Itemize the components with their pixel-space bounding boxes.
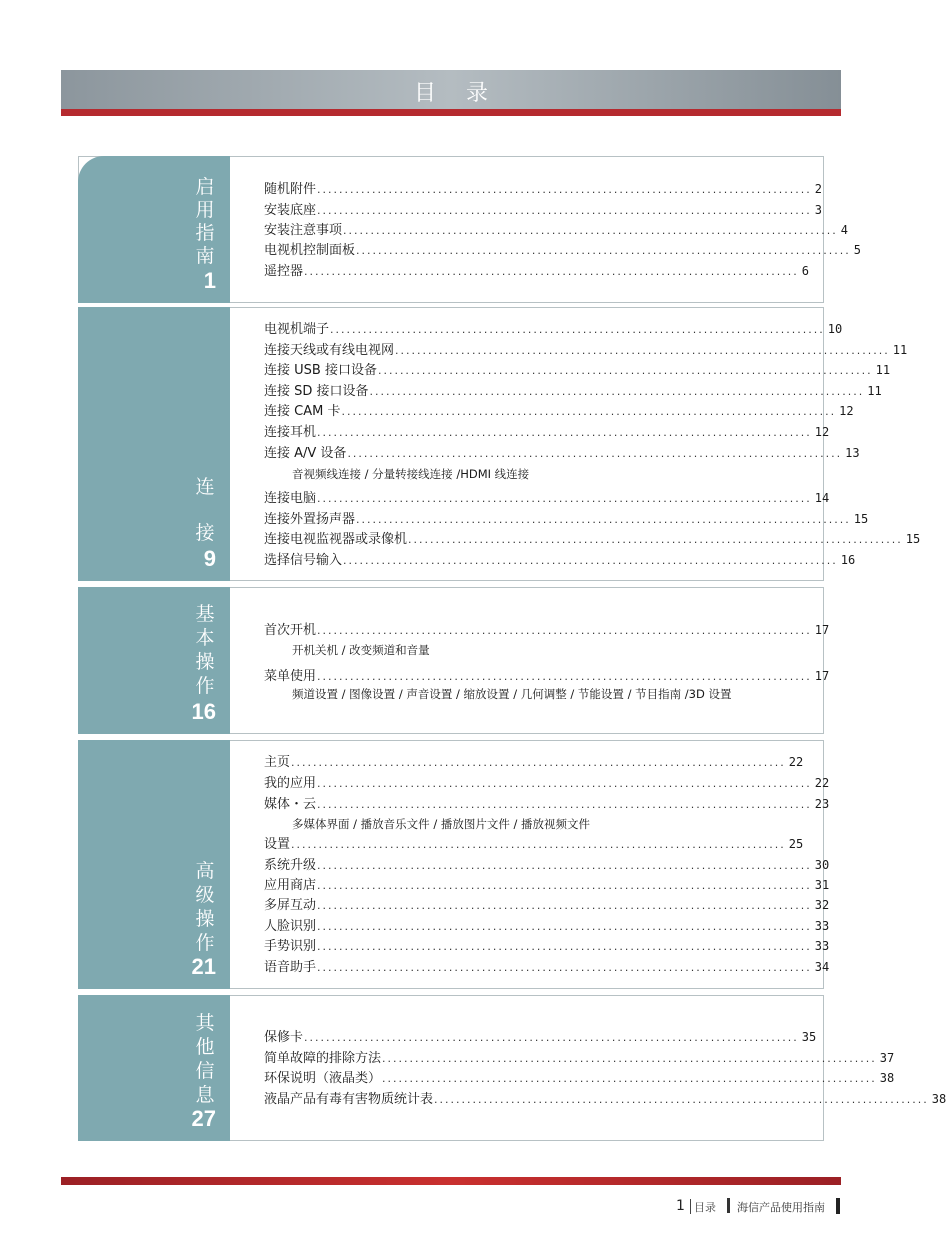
- entry-page: 25: [788, 837, 804, 851]
- leader-dots: ..........................................................................................: [347, 447, 843, 460]
- entry-label: 菜单使用: [264, 669, 317, 684]
- leader-dots: ..........................................................................................: [317, 798, 812, 811]
- header-accent-bar: [61, 109, 841, 116]
- toc-entry[interactable]: [264, 509, 869, 529]
- leader-dots: ..........................................................................................: [317, 879, 812, 892]
- tab-char: 启: [195, 176, 215, 198]
- tab-char: 作: [195, 675, 215, 697]
- toc-entry[interactable]: [264, 855, 830, 875]
- entry-label: 连接 CAM 卡: [264, 404, 341, 419]
- section-tab: [78, 307, 230, 581]
- toc-entry[interactable]: [264, 319, 843, 339]
- toc-entry[interactable]: [264, 957, 830, 977]
- leader-dots: ..........................................................................................: [434, 1093, 929, 1106]
- entry-page: 34: [814, 960, 830, 974]
- section-tab: [78, 587, 230, 734]
- entry-label: 安装底座: [264, 203, 317, 218]
- entry-page: 17: [814, 623, 830, 637]
- footer-accent-bar: [61, 1177, 841, 1185]
- tab-char: 连: [195, 476, 215, 498]
- entry-page: 22: [788, 755, 804, 769]
- leader-dots: ..........................................................................................: [304, 1031, 799, 1044]
- leader-dots: ..........................................................................................: [317, 670, 812, 683]
- section-tab: [78, 740, 230, 989]
- entry-label: 遥控器: [264, 264, 304, 279]
- entry-label: 多屏互动: [264, 898, 317, 913]
- entry-page: 14: [814, 491, 830, 505]
- entry-label: 随机附件: [264, 182, 317, 197]
- entry-page: 6: [801, 264, 809, 278]
- leader-dots: ..........................................................................................: [317, 624, 812, 637]
- leader-dots: ..........................................................................................: [408, 533, 903, 546]
- tab-char: 接: [195, 522, 215, 544]
- leader-dots: ..........................................................................................: [291, 838, 786, 851]
- leader-dots: ..........................................................................................: [317, 899, 812, 912]
- toc-entry[interactable]: [264, 1027, 817, 1047]
- entry-label: 设置: [264, 837, 291, 852]
- entry-label: 液晶产品有毒有害物质统计表: [264, 1092, 434, 1107]
- leader-dots: ..........................................................................................: [356, 513, 851, 526]
- entry-label: 语音助手: [264, 960, 317, 975]
- leader-dots: ..........................................................................................: [369, 385, 865, 398]
- entry-page: 3: [814, 203, 822, 217]
- leader-dots: ..........................................................................................: [291, 756, 786, 769]
- section-tab: [78, 156, 230, 303]
- entry-label: 连接天线或有线电视网: [264, 343, 395, 358]
- entry-label: 连接电视监视器或录像机: [264, 532, 408, 547]
- footer-divider: [690, 1199, 691, 1214]
- entry-subtopics: 多媒体界面 / 播放音乐文件 / 播放图片文件 / 播放视频文件: [292, 817, 591, 831]
- leader-dots: ..........................................................................................: [317, 961, 812, 974]
- entry-subtopics: 频道设置 / 图像设置 / 声音设置 / 缩放设置 / 几何调整 / 节能设置 / 节目指南 /3D 设置: [292, 687, 732, 701]
- leader-dots: ..........................................................................................: [382, 1052, 877, 1065]
- entry-label: 系统升级: [264, 858, 317, 873]
- section-start-page: 9: [203, 546, 216, 571]
- toc-entry[interactable]: [264, 834, 804, 854]
- entry-page: 10: [827, 322, 843, 336]
- entry-page: 11: [875, 363, 891, 377]
- toc-entry[interactable]: [264, 488, 830, 508]
- toc-entry[interactable]: [264, 340, 908, 360]
- footer-page-number: 1: [676, 1198, 685, 1214]
- leader-dots: ..........................................................................................: [330, 323, 825, 336]
- tab-char: 指: [195, 222, 215, 244]
- entry-label: 连接 SD 接口设备: [264, 384, 369, 399]
- entry-page: 11: [892, 343, 908, 357]
- entry-label: 安装注意事项: [264, 223, 343, 238]
- leader-dots: ..........................................................................................: [304, 265, 799, 278]
- entry-label: 连接外置扬声器: [264, 512, 356, 527]
- section-start-page: 21: [191, 954, 216, 979]
- entry-label: 选择信号输入: [264, 553, 343, 568]
- toc-entry[interactable]: [264, 261, 809, 281]
- tab-char: 高: [195, 860, 215, 882]
- footer-guide-title: 海信产品使用指南: [737, 1201, 825, 1214]
- entry-label: 连接电脑: [264, 491, 317, 506]
- entry-page: 2: [814, 182, 822, 196]
- entry-page: 33: [814, 939, 830, 953]
- entry-page: 31: [814, 878, 830, 892]
- entry-page: 23: [814, 797, 830, 811]
- toc-entry[interactable]: [264, 666, 830, 686]
- toc-entry[interactable]: [264, 220, 848, 240]
- leader-dots: ..........................................................................................: [343, 554, 838, 567]
- tab-char: 作: [195, 932, 215, 954]
- tab-char: 南: [195, 245, 215, 267]
- entry-page: 17: [814, 669, 830, 683]
- entry-subtopics: 音视频线连接 / 分量转接线连接 /HDMI 线连接: [292, 467, 530, 481]
- section-tab: [78, 995, 230, 1141]
- toc-entry[interactable]: [264, 422, 830, 442]
- leader-dots: ..........................................................................................: [317, 492, 812, 505]
- leader-dots: ..........................................................................................: [343, 224, 838, 237]
- entry-page: 5: [853, 243, 861, 257]
- leader-dots: ..........................................................................................: [317, 183, 812, 196]
- entry-label: 电视机端子: [264, 322, 330, 337]
- entry-label: 主页: [264, 755, 291, 770]
- entry-page: 12: [814, 425, 830, 439]
- entry-label: 首次开机: [264, 623, 317, 638]
- section-basic-operation: [78, 587, 830, 734]
- entry-label: 电视机控制面板: [264, 243, 356, 258]
- entry-page: 16: [840, 553, 856, 567]
- entry-page: 35: [801, 1030, 817, 1044]
- toc-entry[interactable]: [264, 1068, 895, 1088]
- entry-page: 4: [840, 223, 848, 237]
- toc-entry[interactable]: [264, 240, 861, 260]
- entry-label: 人脸识别: [264, 919, 317, 934]
- section-getting-started: [78, 156, 861, 303]
- entry-page: 22: [814, 776, 830, 790]
- footer-section-label: 目录: [694, 1201, 716, 1214]
- tab-char: 本: [195, 627, 215, 649]
- leader-dots: ..........................................................................................: [317, 920, 812, 933]
- toc-entry[interactable]: [264, 620, 830, 640]
- entry-label: 连接耳机: [264, 425, 317, 440]
- entry-page: 38: [931, 1092, 946, 1106]
- section-start-page: 1: [203, 268, 216, 293]
- leader-dots: ..........................................................................................: [356, 244, 851, 257]
- entry-label: 我的应用: [264, 776, 317, 791]
- leader-dots: ..........................................................................................: [395, 344, 890, 357]
- footer-divider: [727, 1198, 730, 1213]
- tab-char: 用: [195, 199, 215, 221]
- entry-subtopics: 开机关机 / 改变频道和音量: [292, 643, 430, 657]
- tab-char: 信: [195, 1060, 215, 1082]
- toc-entry[interactable]: [264, 443, 860, 463]
- tab-char: 基: [195, 603, 215, 625]
- section-other-info: [78, 995, 946, 1141]
- entry-label: 手势识别: [264, 939, 317, 954]
- leader-dots: ..........................................................................................: [317, 940, 812, 953]
- page-title: 目录: [413, 81, 518, 106]
- entry-label: 连接 USB 接口设备: [264, 363, 377, 378]
- leader-dots: ..........................................................................................: [317, 777, 812, 790]
- entry-label: 连接 A/V 设备: [264, 446, 347, 461]
- entry-page: 38: [879, 1071, 895, 1085]
- toc-entry[interactable]: [264, 179, 822, 199]
- toc-entry[interactable]: [264, 916, 830, 936]
- section-advanced-operation: [78, 740, 830, 989]
- leader-dots: ..........................................................................................: [317, 426, 812, 439]
- toc-entry[interactable]: [264, 1089, 946, 1109]
- entry-page: 13: [845, 446, 860, 460]
- entry-label: 简单故障的排除方法: [264, 1051, 382, 1066]
- toc-entry[interactable]: [264, 895, 830, 915]
- toc-entry[interactable]: [264, 875, 830, 895]
- toc-entry[interactable]: [264, 773, 830, 793]
- entry-label: 环保说明（液晶类）: [264, 1071, 382, 1086]
- entry-page: 37: [879, 1051, 895, 1065]
- leader-dots: ..........................................................................................: [382, 1072, 877, 1085]
- toc-entry[interactable]: [264, 401, 854, 421]
- toc-entry[interactable]: [264, 752, 804, 772]
- leader-dots: ..........................................................................................: [317, 204, 812, 217]
- tab-char: 其: [195, 1012, 215, 1034]
- footer-divider: [836, 1198, 840, 1214]
- toc-entry[interactable]: [264, 360, 891, 380]
- section-start-page: 27: [191, 1106, 216, 1131]
- toc-entry[interactable]: [264, 550, 856, 570]
- entry-page: 15: [905, 532, 921, 546]
- tab-char: 级: [195, 884, 215, 906]
- entry-label: 媒体・云: [264, 797, 317, 812]
- toc-entry[interactable]: [264, 1048, 895, 1068]
- toc-entry[interactable]: [264, 529, 921, 549]
- tab-char: 他: [195, 1036, 215, 1058]
- entry-label: 保修卡: [264, 1030, 304, 1045]
- section-start-page: 16: [191, 699, 216, 724]
- entry-page: 32: [814, 898, 830, 912]
- toc-header: [61, 70, 841, 109]
- leader-dots: ..........................................................................................: [341, 405, 837, 418]
- toc-entry[interactable]: [264, 794, 830, 814]
- entry-page: 11: [867, 384, 882, 398]
- entry-page: 15: [853, 512, 869, 526]
- entry-page: 33: [814, 919, 830, 933]
- entry-page: 12: [839, 404, 854, 418]
- tab-char: 息: [195, 1084, 215, 1106]
- tab-char: 操: [195, 908, 215, 930]
- entry-label: 应用商店: [264, 878, 317, 893]
- toc-entry[interactable]: [264, 381, 882, 401]
- entry-page: 30: [814, 858, 830, 872]
- section-connections: [78, 307, 921, 581]
- leader-dots: ..........................................................................................: [377, 364, 873, 377]
- leader-dots: ..........................................................................................: [317, 859, 812, 872]
- tab-char: 操: [195, 651, 215, 673]
- toc-entry[interactable]: [264, 200, 822, 220]
- toc-entry[interactable]: [264, 936, 830, 956]
